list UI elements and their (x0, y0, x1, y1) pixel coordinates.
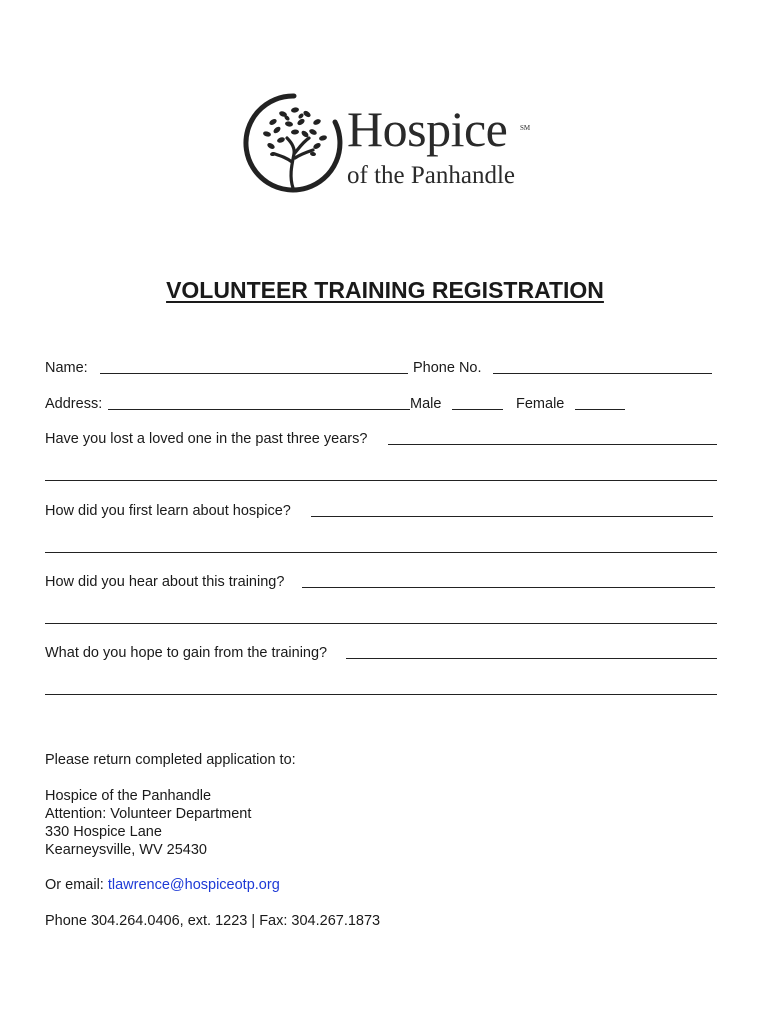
name-label: Name: (45, 360, 88, 376)
address-label: Address: (45, 396, 103, 412)
return-org: Hospice of the Panhandle (45, 788, 212, 804)
female-label: Female (516, 396, 565, 412)
logo-name-line1: Hospice (347, 101, 508, 157)
question-hear-field[interactable] (302, 587, 715, 588)
male-label: Male (410, 396, 442, 412)
return-intro: Please return completed application to: (45, 752, 296, 768)
page-title: VOLUNTEER TRAINING REGISTRATION (166, 277, 604, 303)
email-label: Or email: (45, 877, 104, 893)
question-loss-label: Have you lost a loved one in the past three years? (45, 431, 368, 447)
female-field[interactable] (575, 409, 625, 410)
email-link[interactable]: tlawrence@hospiceotp.org (107, 877, 280, 893)
tree-in-circle-icon (243, 92, 345, 194)
logo-name-line2: of the Panhandle (347, 162, 516, 189)
name-field[interactable] (100, 373, 408, 374)
phone-label: Phone No. (413, 360, 482, 376)
question-learn-field[interactable] (311, 516, 713, 517)
phone-fax-line: Phone 304.264.0406, ext. 1223 | Fax: 304.267.1873 (45, 913, 381, 929)
service-mark: SM (520, 124, 531, 132)
question-loss-field[interactable] (388, 444, 717, 445)
question-gain-label: What do you hope to gain from the training? (45, 645, 328, 661)
question-loss-field-continued[interactable] (45, 480, 717, 481)
return-attention: Attention: Volunteer Department (45, 806, 252, 822)
question-hear-label: How did you hear about this training? (45, 574, 285, 590)
phone-field[interactable] (493, 373, 712, 374)
question-gain-field-continued[interactable] (45, 694, 717, 695)
organization-logo (243, 92, 543, 197)
question-learn-label: How did you first learn about hospice? (45, 503, 291, 519)
return-street: 330 Hospice Lane (45, 824, 162, 840)
email-line (45, 876, 280, 894)
return-city: Kearneysville, WV 25430 (45, 842, 207, 858)
question-gain-field[interactable] (346, 658, 717, 659)
male-field[interactable] (452, 409, 503, 410)
address-field[interactable] (108, 409, 410, 410)
question-learn-field-continued[interactable] (45, 552, 717, 553)
question-hear-field-continued[interactable] (45, 623, 717, 624)
